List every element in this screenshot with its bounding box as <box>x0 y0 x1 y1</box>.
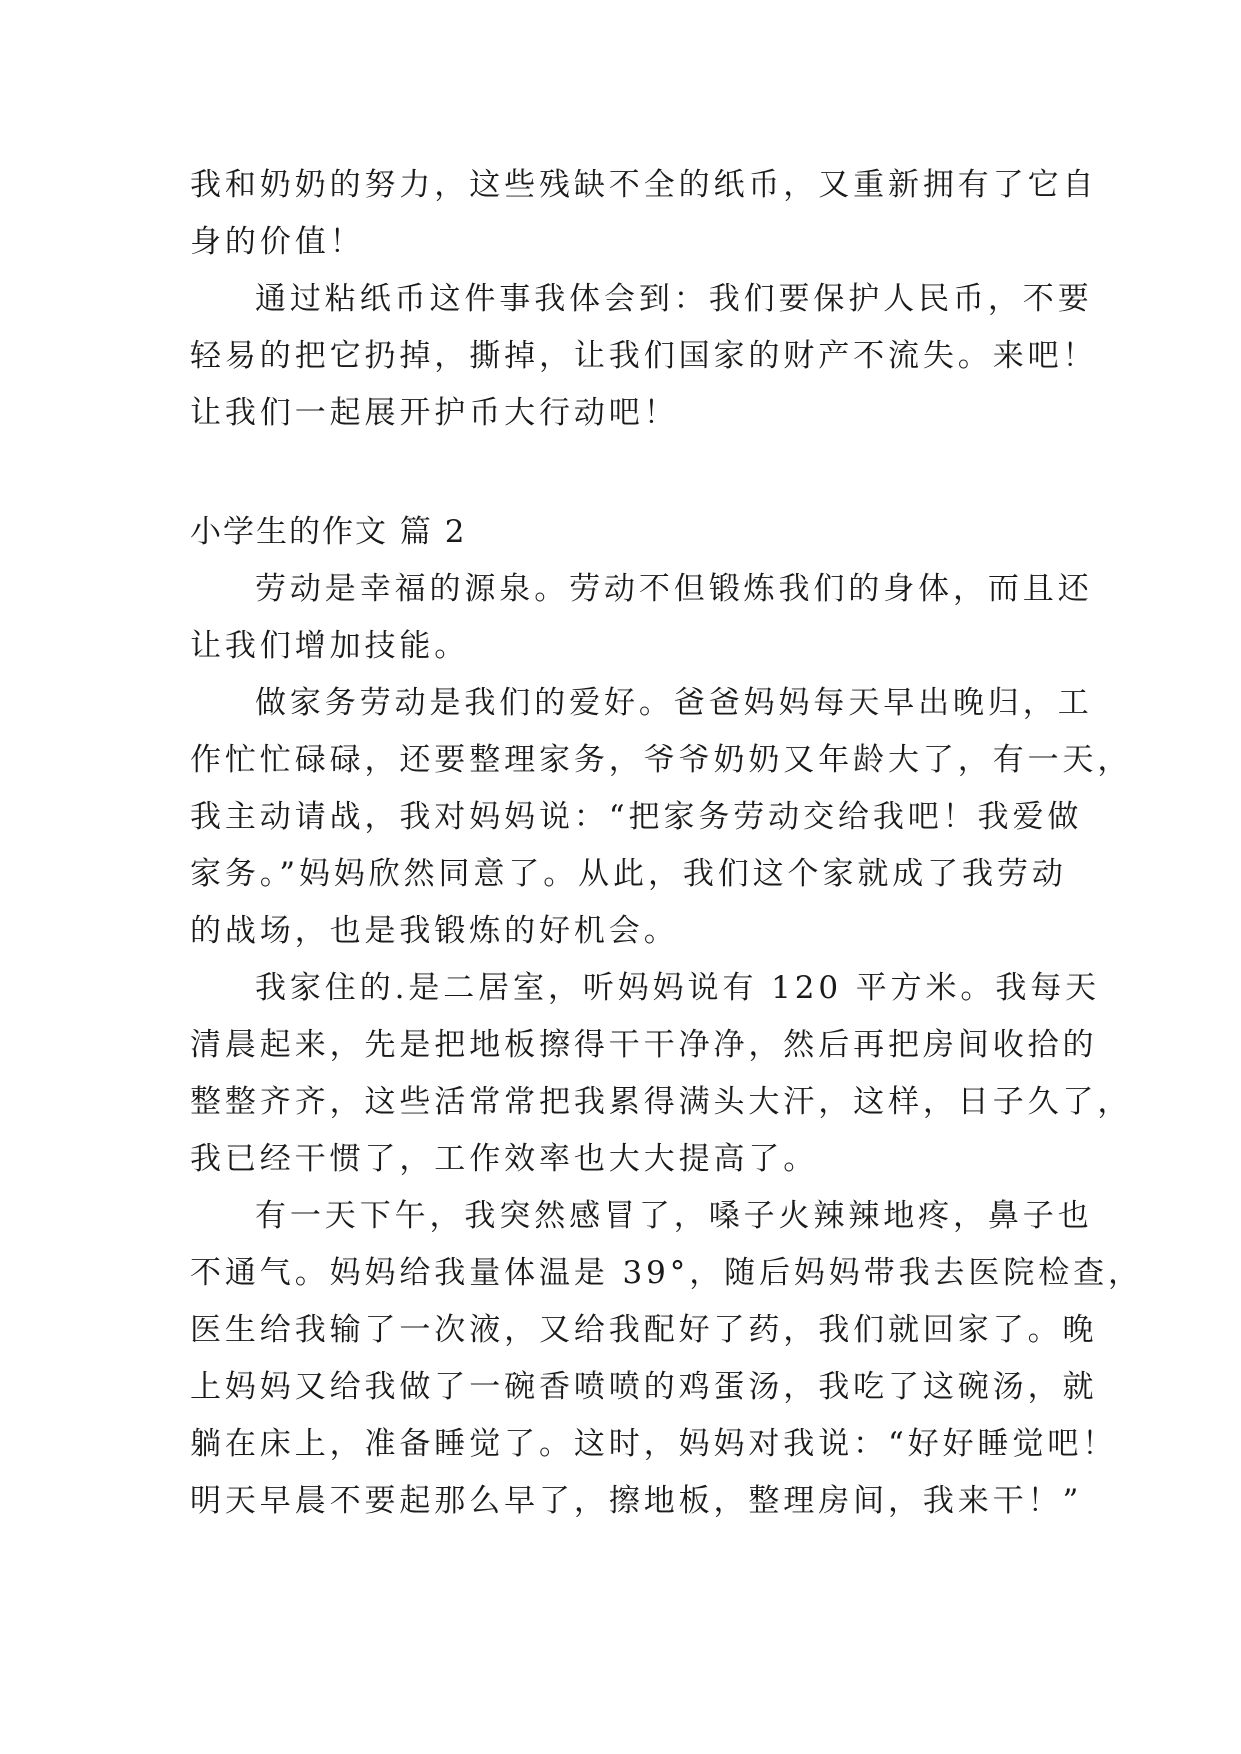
text-line: 我主动请战，我对妈妈说：“把家务劳动交给我吧！我爱做 <box>190 799 1083 835</box>
text-line: 不通气。妈妈给我量体温是 39°，随后妈妈带我去医院检查， <box>190 1255 1143 1291</box>
text-line: 作忙忙碌碌，还要整理家务，爷爷奶奶又年龄大了，有一天， <box>190 742 1133 778</box>
text-line: 整整齐齐，这些活常常把我累得满头大汗，这样，日子久了， <box>190 1084 1133 1120</box>
text-line: 让我们增加技能。 <box>190 628 470 664</box>
text-line: 通过粘纸币这件事我体会到：我们要保护人民币，不要 <box>255 281 1093 317</box>
text-line: 的战场，也是我锻炼的好机会。 <box>190 913 679 949</box>
section-heading: 小学生的作文 篇 2 <box>190 514 467 550</box>
text-line: 有一天下午，我突然感冒了，嗓子火辣辣地疼，鼻子也 <box>255 1198 1093 1234</box>
text-line: 我和奶奶的努力，这些残缺不全的纸币，又重新拥有了它自 <box>190 167 1098 203</box>
text-line: 医生给我输了一次液，又给我配好了药，我们就回家了。晚 <box>190 1312 1098 1348</box>
text-line: 家务。”妈妈欣然同意了。从此，我们这个家就成了我劳动 <box>190 856 1067 892</box>
text-line: 明天早晨不要起那么早了，擦地板，整理房间，我来干！” <box>190 1483 1083 1519</box>
text-line: 我已经干惯了，工作效率也大大提高了。 <box>190 1141 819 1177</box>
text-line: 身的价值！ <box>190 224 365 260</box>
text-line: 做家务劳动是我们的爱好。爸爸妈妈每天早出晚归，工 <box>255 685 1093 721</box>
text-line: 劳动是幸福的源泉。劳动不但锻炼我们的身体，而且还 <box>255 571 1093 607</box>
text-line: 轻易的把它扔掉，撕掉，让我们国家的财产不流失。来吧！ <box>190 338 1098 374</box>
text-line: 上妈妈又给我做了一碗香喷喷的鸡蛋汤，我吃了这碗汤，就 <box>190 1369 1098 1405</box>
text-line: 躺在床上，准备睡觉了。这时，妈妈对我说：“好好睡觉吧！ <box>190 1426 1118 1462</box>
text-line: 我家住的.是二居室，听妈妈说有 120 平方米。我每天 <box>255 970 1101 1006</box>
text-line: 清晨起来，先是把地板擦得干干净净，然后再把房间收拾的 <box>190 1027 1098 1063</box>
text-line: 让我们一起展开护币大行动吧！ <box>190 395 679 431</box>
